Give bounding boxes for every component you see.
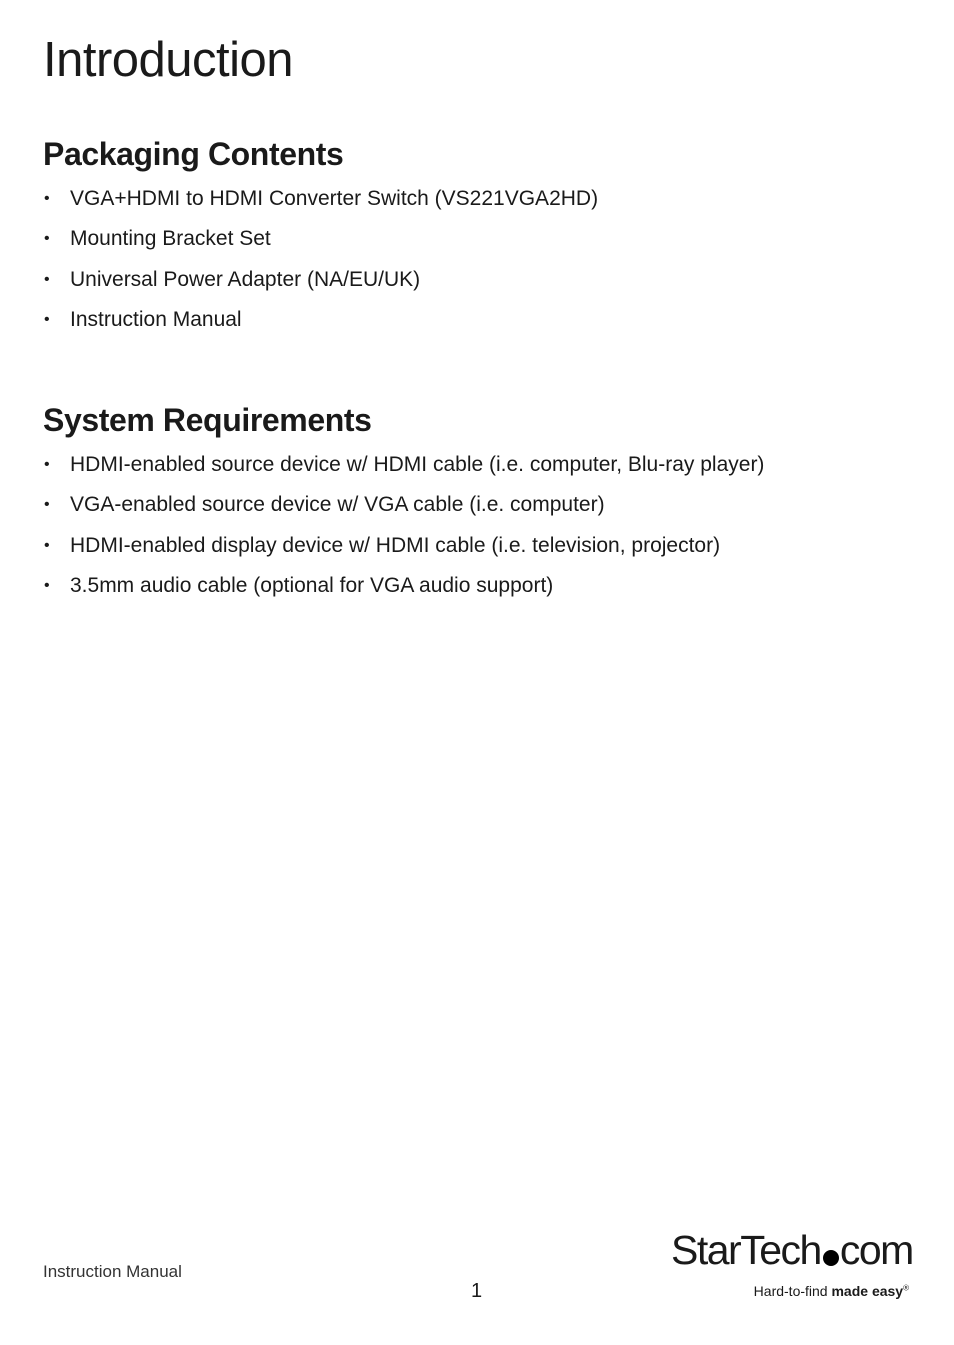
list-item: • HDMI-enabled display device w/ HDMI cable (i.e. television, projector) [44, 533, 721, 557]
startech-logo [671, 1227, 913, 1305]
list-item: • Instruction Manual [44, 308, 242, 332]
logo-wordmark: StarTech com [671, 1227, 913, 1273]
list-item: • HDMI-enabled source device w/ HDMI cable (i.e. computer, Blu-ray player) [44, 453, 765, 476]
bullet-icon: • [44, 311, 50, 329]
system-requirements-list [43, 453, 764, 615]
list-item: • Mounting Bracket Set [44, 227, 271, 251]
logo-tagline: Hard-to-find made easy® [753, 1283, 909, 1299]
list-item: • VGA+HDMI to HDMI Converter Switch (VS221VGA2HD) [44, 187, 599, 210]
system-requirements-heading: System Requirements [43, 402, 372, 438]
bullet-icon: • [44, 456, 50, 473]
bullet-icon: • [44, 496, 50, 514]
packaging-contents-heading: Packaging Contents [43, 136, 344, 172]
packaging-contents-list [43, 187, 598, 349]
bullet-icon: • [44, 190, 50, 207]
list-item: • Universal Power Adapter (NA/EU/UK) [44, 267, 421, 291]
list-item: • 3.5mm audio cable (optional for VGA audio support) [44, 574, 554, 598]
bullet-icon: • [44, 230, 50, 248]
bullet-icon: • [44, 536, 50, 554]
list-item: • VGA-enabled source device w/ VGA cable (i.e. computer) [44, 493, 605, 517]
bullet-icon: • [44, 577, 50, 595]
footer-document-name: Instruction Manual [43, 1262, 182, 1281]
page-title: Introduction [43, 33, 294, 87]
logo-dot-icon [823, 1250, 839, 1266]
bullet-icon: • [44, 270, 50, 288]
page-number: 1 [471, 1280, 483, 1302]
